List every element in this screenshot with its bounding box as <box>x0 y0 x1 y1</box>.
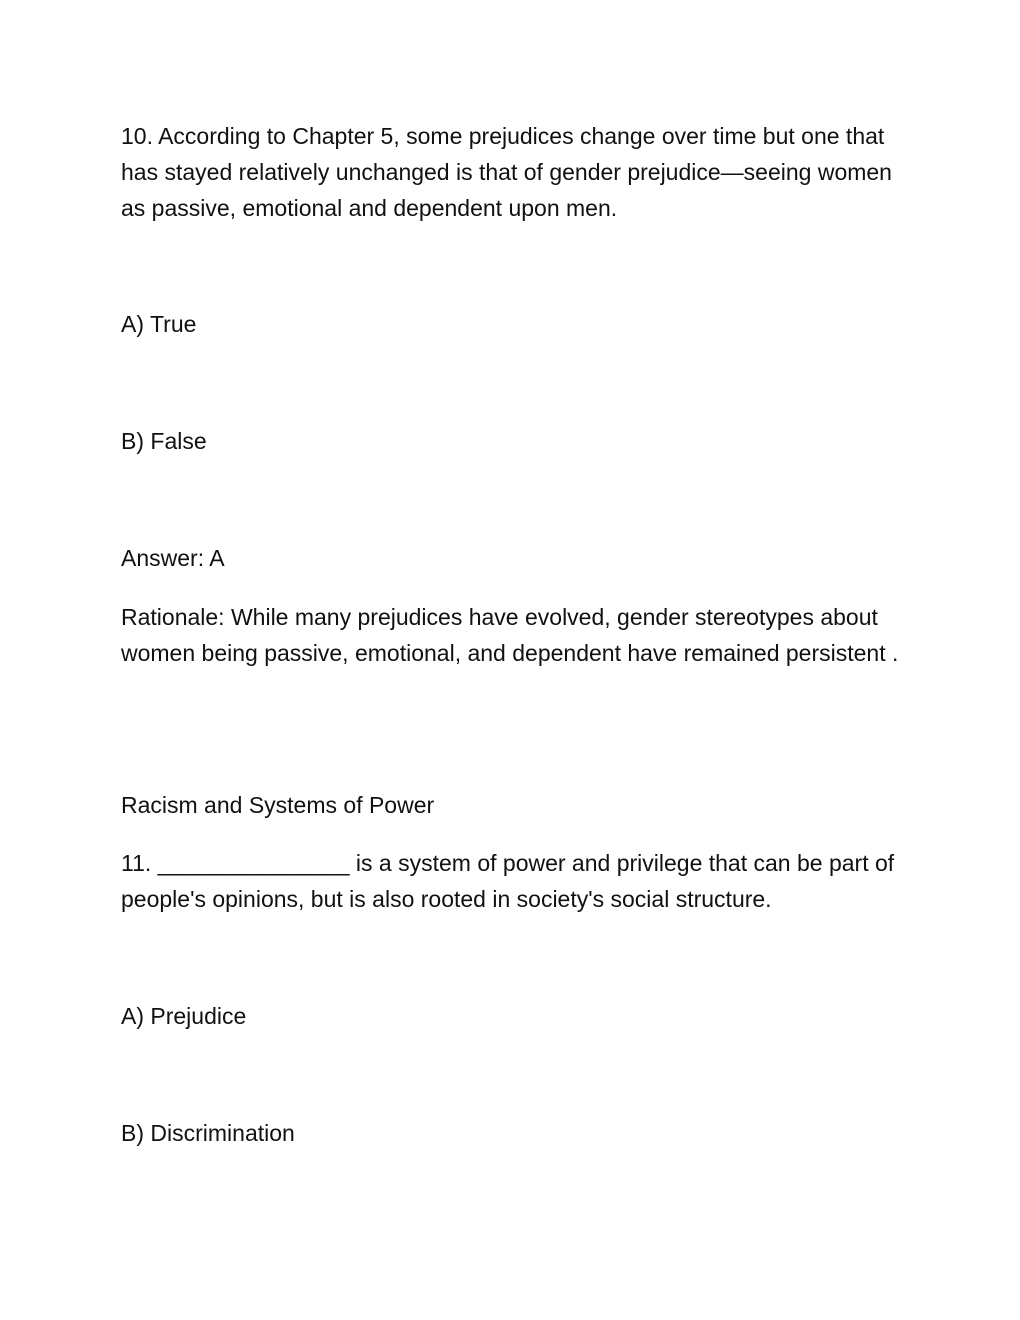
question-11-option-a: A) Prejudice <box>121 1003 247 1029</box>
question-10-answer: Answer: A <box>121 545 225 571</box>
question-10-option-b: B) False <box>121 428 207 454</box>
question-10-rationale: Rationale: While many prejudices have evolved, gender stereotypes about women being passive, emotional, and dependent have remained persistent . <box>121 604 899 666</box>
question-10-option-a: A) True <box>121 311 197 337</box>
question-11-option-b: B) Discrimination <box>121 1120 295 1146</box>
question-11-stem: 11. _______________ is a system of power and privilege that can be part of people's opinions, but is also rooted in society's social structure. <box>121 850 895 912</box>
section-heading: Racism and Systems of Power <box>121 792 435 818</box>
question-10-stem: 10. According to Chapter 5, some prejudices change over time but one that has stayed relatively unchanged is that of gender prejudice—seeing women as passive, emotional and dependent upon men. <box>121 123 892 221</box>
